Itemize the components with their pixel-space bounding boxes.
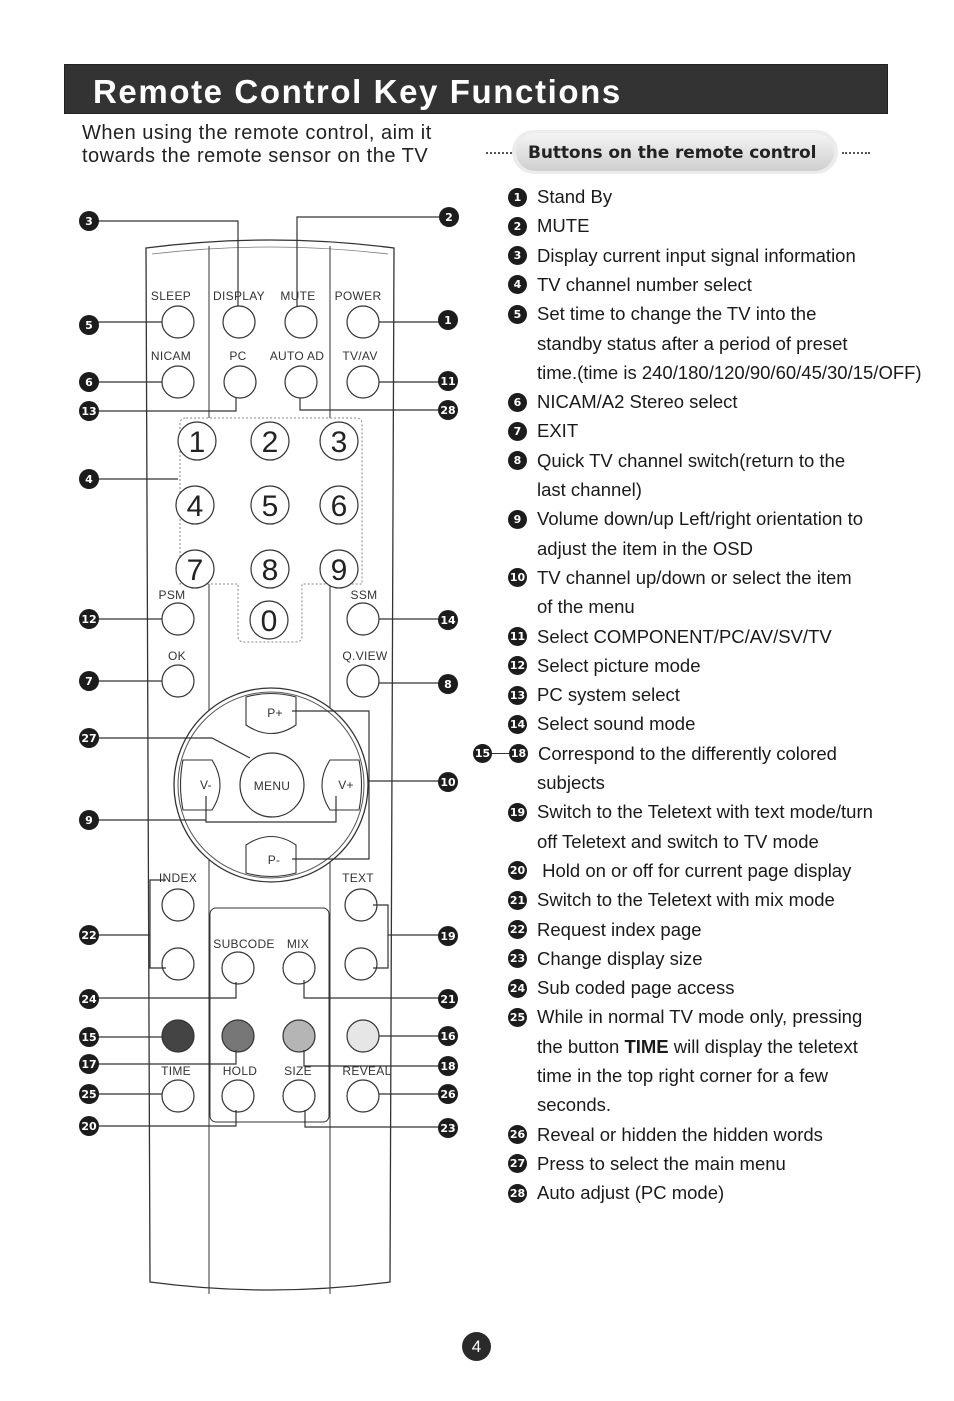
function-number-badge: 20 [508,861,527,880]
display-button[interactable] [223,306,255,338]
digit-2-label: 2 [261,426,279,459]
function-text-continued: last channel) [537,479,642,500]
function-text: Press to select the main menu [537,1152,786,1174]
function-text: Reveal or hidden the hidden words [537,1123,823,1145]
mix-button[interactable] [283,952,315,984]
function-number-badge: 21 [508,891,527,910]
function-text: While in normal TV mode only, pressing [537,1006,863,1028]
function-item-9 [508,506,863,532]
callout-20-number: 20 [81,1120,97,1133]
function-text: Hold on or off for current page display [537,859,852,881]
function-item-20 [508,858,851,884]
callout-27-number: 27 [81,732,97,745]
reveal-button[interactable] [347,1080,379,1112]
size-label: SIZE [284,1064,312,1078]
function-text: Correspond to the differently colored [538,742,837,764]
function-item-28 [508,1180,724,1206]
color-key-3-button[interactable] [283,1020,315,1052]
qview-label: Q.VIEW [342,649,388,663]
function-text: Auto adjust (PC mode) [537,1182,725,1204]
callout-7-number: 7 [85,675,93,688]
ssm-button[interactable] [347,603,379,635]
function-number-badge: 19 [508,803,527,822]
page-title: Remote Control Key Functions [93,73,622,110]
digit-9-label: 9 [330,554,348,587]
pc-label: PC [229,349,247,363]
digit-8-label: 8 [261,554,279,587]
function-text-continued: off Teletext and switch to TV mode [537,830,819,852]
display-label: DISPLAY [213,289,265,303]
function-item-12 [508,653,701,679]
qview-button[interactable] [347,665,379,697]
callout-13-number: 13 [81,405,97,418]
function-number-badge: 1 [508,188,527,207]
callout-12-number: 12 [81,613,97,626]
function-item-1 [508,184,612,210]
section-label: Buttons on the remote control [528,143,817,163]
function-item-22 [508,917,702,943]
function-text: TV channel up/down or select the item [537,566,852,588]
function-item-25 [508,1004,862,1030]
function-text-bold: TIME [624,1035,669,1057]
function-text: Quick TV channel switch(return to the [537,449,846,471]
sleep-label: SLEEP [150,289,192,303]
callout-6-number: 6 [85,376,93,389]
function-text: TV channel number select [537,273,752,295]
auto-ad-label: AUTO AD [269,349,325,363]
text-label: TEXT [342,871,374,885]
callout-10-number: 10 [440,776,456,789]
function-text: Select picture mode [537,654,701,676]
function-text-continued: adjust the item in the OSD [537,537,753,559]
ok-button[interactable] [162,665,194,697]
function-number-badge: 9 [508,510,527,529]
callout-21-number: 21 [440,993,456,1006]
time-label: TIME [161,1064,191,1078]
callout-5-number: 5 [85,319,93,332]
callout-4-number: 4 [85,473,93,486]
function-text: Switch to the Teletext with text mode/turn [537,801,873,823]
callout-19-number: 19 [440,930,456,943]
callout-15-number: 15 [81,1031,97,1044]
function-number-badge: 6 [508,393,527,412]
function-number-badge: 23 [508,949,527,968]
function-text-continued: standby status after a period of preset [537,332,848,354]
hold-button[interactable] [222,1080,254,1112]
function-text: Volume down/up Left/right orientation to [537,508,864,530]
nicam-label: NICAM [150,349,192,363]
function-text: PC system select [537,684,680,706]
mute-button[interactable] [285,306,317,338]
digit-7-label: 7 [186,554,204,587]
tv-av-button[interactable] [347,366,379,398]
function-number-badge: 2 [508,217,527,236]
function-item-7 [508,418,578,444]
callout-14-number: 14 [440,614,456,627]
ssm-label: SSM [350,588,378,602]
callout-17-number: 17 [81,1058,97,1071]
index-button[interactable] [162,889,194,921]
function-text-continued: seconds. [537,1094,612,1116]
size-button[interactable] [283,1080,315,1112]
function-item-24 [508,975,734,1001]
function-text: Display current input signal information [537,244,856,266]
color-key-1-button[interactable] [162,1020,194,1052]
tv-av-label: TV/AV [342,349,378,363]
subcode-button[interactable] [222,952,254,984]
intro-line-2: towards the remote sensor on the TV [82,145,429,167]
volume-up-label: V+ [338,778,354,792]
callout-8-number: 8 [444,678,452,691]
function-item-23 [508,946,703,972]
callout-26-number: 26 [440,1088,456,1101]
function-number-badge: 12 [508,656,527,675]
digit-6-label: 6 [330,490,348,523]
callout-16-number: 16 [440,1030,456,1043]
function-number-badge: 25 [508,1008,527,1027]
callout-22-number: 22 [81,929,97,942]
mute-label: MUTE [280,289,316,303]
function-item-26 [508,1122,823,1148]
function-text: Select COMPONENT/PC/AV/SV/TV [537,625,832,647]
range-connector [492,753,509,754]
channel-down-label: P- [267,853,281,867]
function-item-11 [508,624,832,650]
function-item-5 [508,301,816,327]
reveal-label: REVEAL [342,1064,392,1078]
function-text: MUTE [537,215,590,237]
function-item-4 [508,272,752,298]
function-item-3 [508,243,856,269]
function-number-badge: 5 [508,305,527,324]
function-text: NICAM/A2 Stereo select [537,391,738,413]
power-label: POWER [334,289,382,303]
teletext-toggle-button[interactable] [345,948,377,980]
menu-label: MENU [253,779,291,793]
function-number-badge: 26 [508,1125,527,1144]
function-text-continued: of the menu [537,596,635,618]
function-number-badge: 10 [508,568,527,587]
function-text: Switch to the Teletext with mix mode [537,889,835,911]
size-change-button[interactable] [162,948,194,980]
channel-up-label: P+ [267,706,283,720]
page-number: 4 [462,1332,491,1361]
callout-18-number: 18 [440,1060,456,1073]
index-label: INDEX [158,871,198,885]
function-number-badge: 15 [473,744,492,763]
function-number-badge: 27 [508,1154,527,1173]
digit-3-label: 3 [330,426,348,459]
mix-label: MIX [286,937,310,951]
function-item-21 [508,887,835,913]
function-text: Stand By [537,186,613,207]
digit-1-label: 1 [188,426,206,459]
function-item-10 [508,565,852,591]
nicam-button[interactable] [162,366,194,398]
callout-23-number: 23 [440,1122,456,1135]
function-text-continued: time.(time is 240/180/120/90/60/45/30/15/OFF) [537,361,922,383]
psm-label: PSM [158,588,186,602]
callout-28-number: 28 [440,404,456,417]
function-item-27 [508,1151,786,1177]
function-number-badge: 18 [509,744,528,763]
function-item-6 [508,389,738,415]
digit-5-label: 5 [261,490,279,523]
sleep-button[interactable] [162,306,194,338]
function-item-14 [508,711,695,737]
pc-button[interactable] [224,366,256,398]
subcode-label: SUBCODE [213,937,275,951]
psm-button[interactable] [162,603,194,635]
ok-label: OK [168,649,186,663]
volume-down-label: V- [200,778,212,792]
function-text-continued: time in the top right corner for a few [537,1065,828,1086]
digit-4-label: 4 [186,490,204,523]
callout-1-number: 1 [444,314,452,327]
function-text-continued: subjects [537,772,605,793]
function-number-badge: 14 [508,715,527,734]
function-number-badge: 11 [508,627,527,646]
function-item-2 [508,213,589,239]
callout-2-number: 2 [445,211,453,224]
callout-11-number: 11 [440,375,456,388]
function-text: EXIT [537,420,579,442]
function-text: Select sound mode [537,713,696,735]
digit-0-label: 0 [260,605,278,638]
power-button[interactable] [347,306,379,338]
function-text: Set time to change the TV into the [537,303,817,325]
callout-3-number: 3 [85,215,93,228]
color-key-2-button[interactable] [222,1020,254,1052]
function-item-15 [473,741,837,767]
text-button[interactable] [345,889,377,921]
function-text: Sub coded page access [537,977,735,999]
function-text: Request index page [537,918,702,940]
color-key-4-button[interactable] [347,1020,379,1052]
time-button[interactable] [162,1080,194,1112]
function-number-badge: 24 [508,979,527,998]
function-number-badge: 7 [508,422,527,441]
callout-24-number: 24 [81,993,97,1006]
function-number-badge: 28 [508,1184,527,1203]
callout-25-number: 25 [81,1088,97,1101]
function-number-badge: 8 [508,451,527,470]
function-text: Change display size [537,947,703,969]
auto-ad-button[interactable] [285,366,317,398]
hold-label: HOLD [222,1064,258,1078]
function-text-continued: the button TIME will display the teletext [537,1035,858,1057]
function-number-badge: 4 [508,275,527,294]
function-item-8 [508,448,845,474]
function-item-19 [508,799,873,825]
function-item-13 [508,682,680,708]
function-number-badge: 13 [508,686,527,705]
function-number-badge: 3 [508,246,527,265]
function-number-badge: 22 [508,920,527,939]
intro-line-1: When using the remote control, aim it [82,122,432,144]
callout-9-number: 9 [85,814,93,827]
